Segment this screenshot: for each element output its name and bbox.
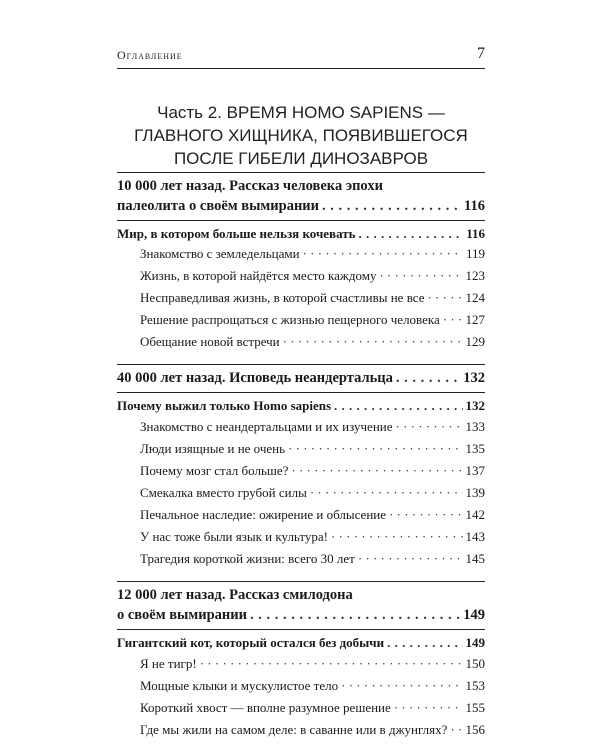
toc-item[interactable] xyxy=(140,417,485,437)
chapter-divider xyxy=(117,581,485,582)
section-page: 116 xyxy=(466,226,485,241)
dot-leader xyxy=(322,196,461,216)
toc-item-page: 135 xyxy=(465,441,485,456)
running-header-title: Оглавление xyxy=(117,48,183,62)
dot-leader xyxy=(359,224,464,244)
dot-leader xyxy=(331,527,463,547)
toc-item-title: У нас тоже были язык и культура! xyxy=(140,529,328,544)
chapter-title-line-2: палеолита о своём вымирании xyxy=(117,198,320,214)
dot-leader xyxy=(334,396,462,416)
section-page: 132 xyxy=(465,398,485,413)
toc-item-title: Трагедия короткой жизни: всего 30 лет xyxy=(140,551,355,566)
toc-item[interactable] xyxy=(140,332,485,352)
toc-item-page: 156 xyxy=(465,722,485,737)
toc-item[interactable] xyxy=(140,483,485,503)
section-page: 149 xyxy=(465,635,485,650)
toc-item-title: Я не тигр! xyxy=(140,656,197,671)
toc-item-page: 124 xyxy=(465,290,485,305)
chapter-divider xyxy=(117,364,485,365)
dot-leader xyxy=(358,549,463,569)
dot-leader xyxy=(291,461,462,481)
toc-item-page: 119 xyxy=(465,246,485,261)
toc-item-title: Знакомство с земледельцами xyxy=(140,246,300,261)
section-title: Мир, в котором больше нельзя кочевать xyxy=(117,226,356,241)
toc-item[interactable] xyxy=(140,505,485,525)
chapter-page: 149 xyxy=(463,607,485,623)
chapter-page: 132 xyxy=(463,370,485,386)
dot-leader xyxy=(341,676,462,696)
toc-item[interactable] xyxy=(140,244,485,264)
chapter-title-line-1: 40 000 лет назад. Исповедь неандертальца xyxy=(117,370,393,386)
toc-item[interactable] xyxy=(140,527,485,547)
toc-item-page: 129 xyxy=(465,334,485,349)
toc-item-title: Знакомство с неандертальцами и их изучение xyxy=(140,419,393,434)
section-divider xyxy=(117,220,485,221)
toc-item[interactable] xyxy=(140,549,485,569)
section-divider xyxy=(117,392,485,393)
toc-item-page: 137 xyxy=(465,463,485,478)
toc-item-title: Люди изящные и не очень xyxy=(140,441,286,456)
dot-leader xyxy=(303,244,463,264)
section-title: Гигантский кот, который остался без добычи xyxy=(117,635,385,650)
dot-leader xyxy=(450,720,462,740)
toc-item-title: Смекалка вместо грубой силы xyxy=(140,485,307,500)
toc-item-title: Жизнь, в которой найдётся место каждому xyxy=(140,268,377,283)
dot-leader xyxy=(427,288,462,308)
toc-item-page: 153 xyxy=(465,678,485,693)
toc-item-title: Мощные клыки и мускулистое тело xyxy=(140,678,339,693)
running-header xyxy=(117,46,485,69)
toc-item[interactable] xyxy=(140,266,485,286)
toc-item-title: Решение распрощаться с жизнью пещерного человека xyxy=(140,312,440,327)
chapter-title-line-1[interactable]: 12 000 лет назад. Рассказ смилодона xyxy=(117,587,353,603)
page-number: 7 xyxy=(477,45,485,62)
dot-leader xyxy=(288,439,462,459)
dot-leader xyxy=(394,698,463,718)
toc-item-page: 150 xyxy=(465,656,485,671)
toc-item-title: Несправедливая жизнь, в которой счастливы не все xyxy=(140,290,425,305)
toc-item[interactable] xyxy=(140,288,485,308)
toc-item-title: Короткий хвост — вполне разумное решение xyxy=(140,700,391,715)
toc-item-page: 142 xyxy=(465,507,485,522)
dot-leader xyxy=(387,633,462,653)
toc-item-page: 139 xyxy=(465,485,485,500)
dot-leader xyxy=(379,266,462,286)
section-divider xyxy=(117,629,485,630)
toc-item[interactable] xyxy=(140,654,485,674)
chapter-page: 116 xyxy=(464,198,485,214)
toc-item[interactable] xyxy=(140,676,485,696)
toc-item-title: Почему мозг стал больше? xyxy=(140,463,289,478)
toc-item[interactable] xyxy=(140,461,485,481)
chapter-title-line-2: о своём вымирании xyxy=(117,607,247,623)
chapter-entry[interactable] xyxy=(117,605,485,625)
toc-item-page: 155 xyxy=(465,700,485,715)
part-heading xyxy=(117,101,485,170)
dot-leader xyxy=(200,654,463,674)
chapter-entry[interactable] xyxy=(117,368,485,388)
toc-item-page: 143 xyxy=(465,529,485,544)
chapter-entry[interactable] xyxy=(117,196,485,216)
dot-leader xyxy=(443,310,463,330)
dot-leader xyxy=(310,483,463,503)
dot-leader xyxy=(396,368,460,388)
part-heading-line-3: ПОСЛЕ ГИБЕЛИ ДИНОЗАВРОВ xyxy=(173,149,429,168)
dot-leader xyxy=(396,417,463,437)
toc-item-page: 127 xyxy=(465,312,485,327)
dot-leader xyxy=(389,505,462,525)
dot-leader xyxy=(283,332,463,352)
section-entry[interactable] xyxy=(117,224,485,244)
section-entry[interactable] xyxy=(117,633,485,653)
dot-leader xyxy=(250,605,460,625)
toc-item[interactable] xyxy=(140,720,485,740)
section-entry[interactable] xyxy=(117,396,485,416)
toc-item-page: 133 xyxy=(465,419,485,434)
part-heading-line-1: Часть 2. ВРЕМЯ HOMO SAPIENS — xyxy=(157,103,445,122)
toc-item-page: 123 xyxy=(465,268,485,283)
chapter-title-line-1[interactable]: 10 000 лет назад. Рассказ человека эпохи xyxy=(117,178,383,194)
toc-item-title: Обещание новой встречи xyxy=(140,334,280,349)
toc-item[interactable] xyxy=(140,698,485,718)
toc-item-title: Печальное наследие: ожирение и облысение xyxy=(140,507,387,522)
chapter-divider xyxy=(117,172,485,173)
toc-item[interactable] xyxy=(140,310,485,330)
toc-item-title: Где мы жили на самом деле: в саванне или в джунглях? xyxy=(140,722,448,737)
toc-item[interactable] xyxy=(140,439,485,459)
part-heading-line-2: ГЛАВНОГО ХИЩНИКА, ПОЯВИВШЕГОСЯ xyxy=(134,126,468,145)
section-title: Почему выжил только Homo sapiens xyxy=(117,398,332,413)
toc-item-page: 145 xyxy=(465,551,485,566)
